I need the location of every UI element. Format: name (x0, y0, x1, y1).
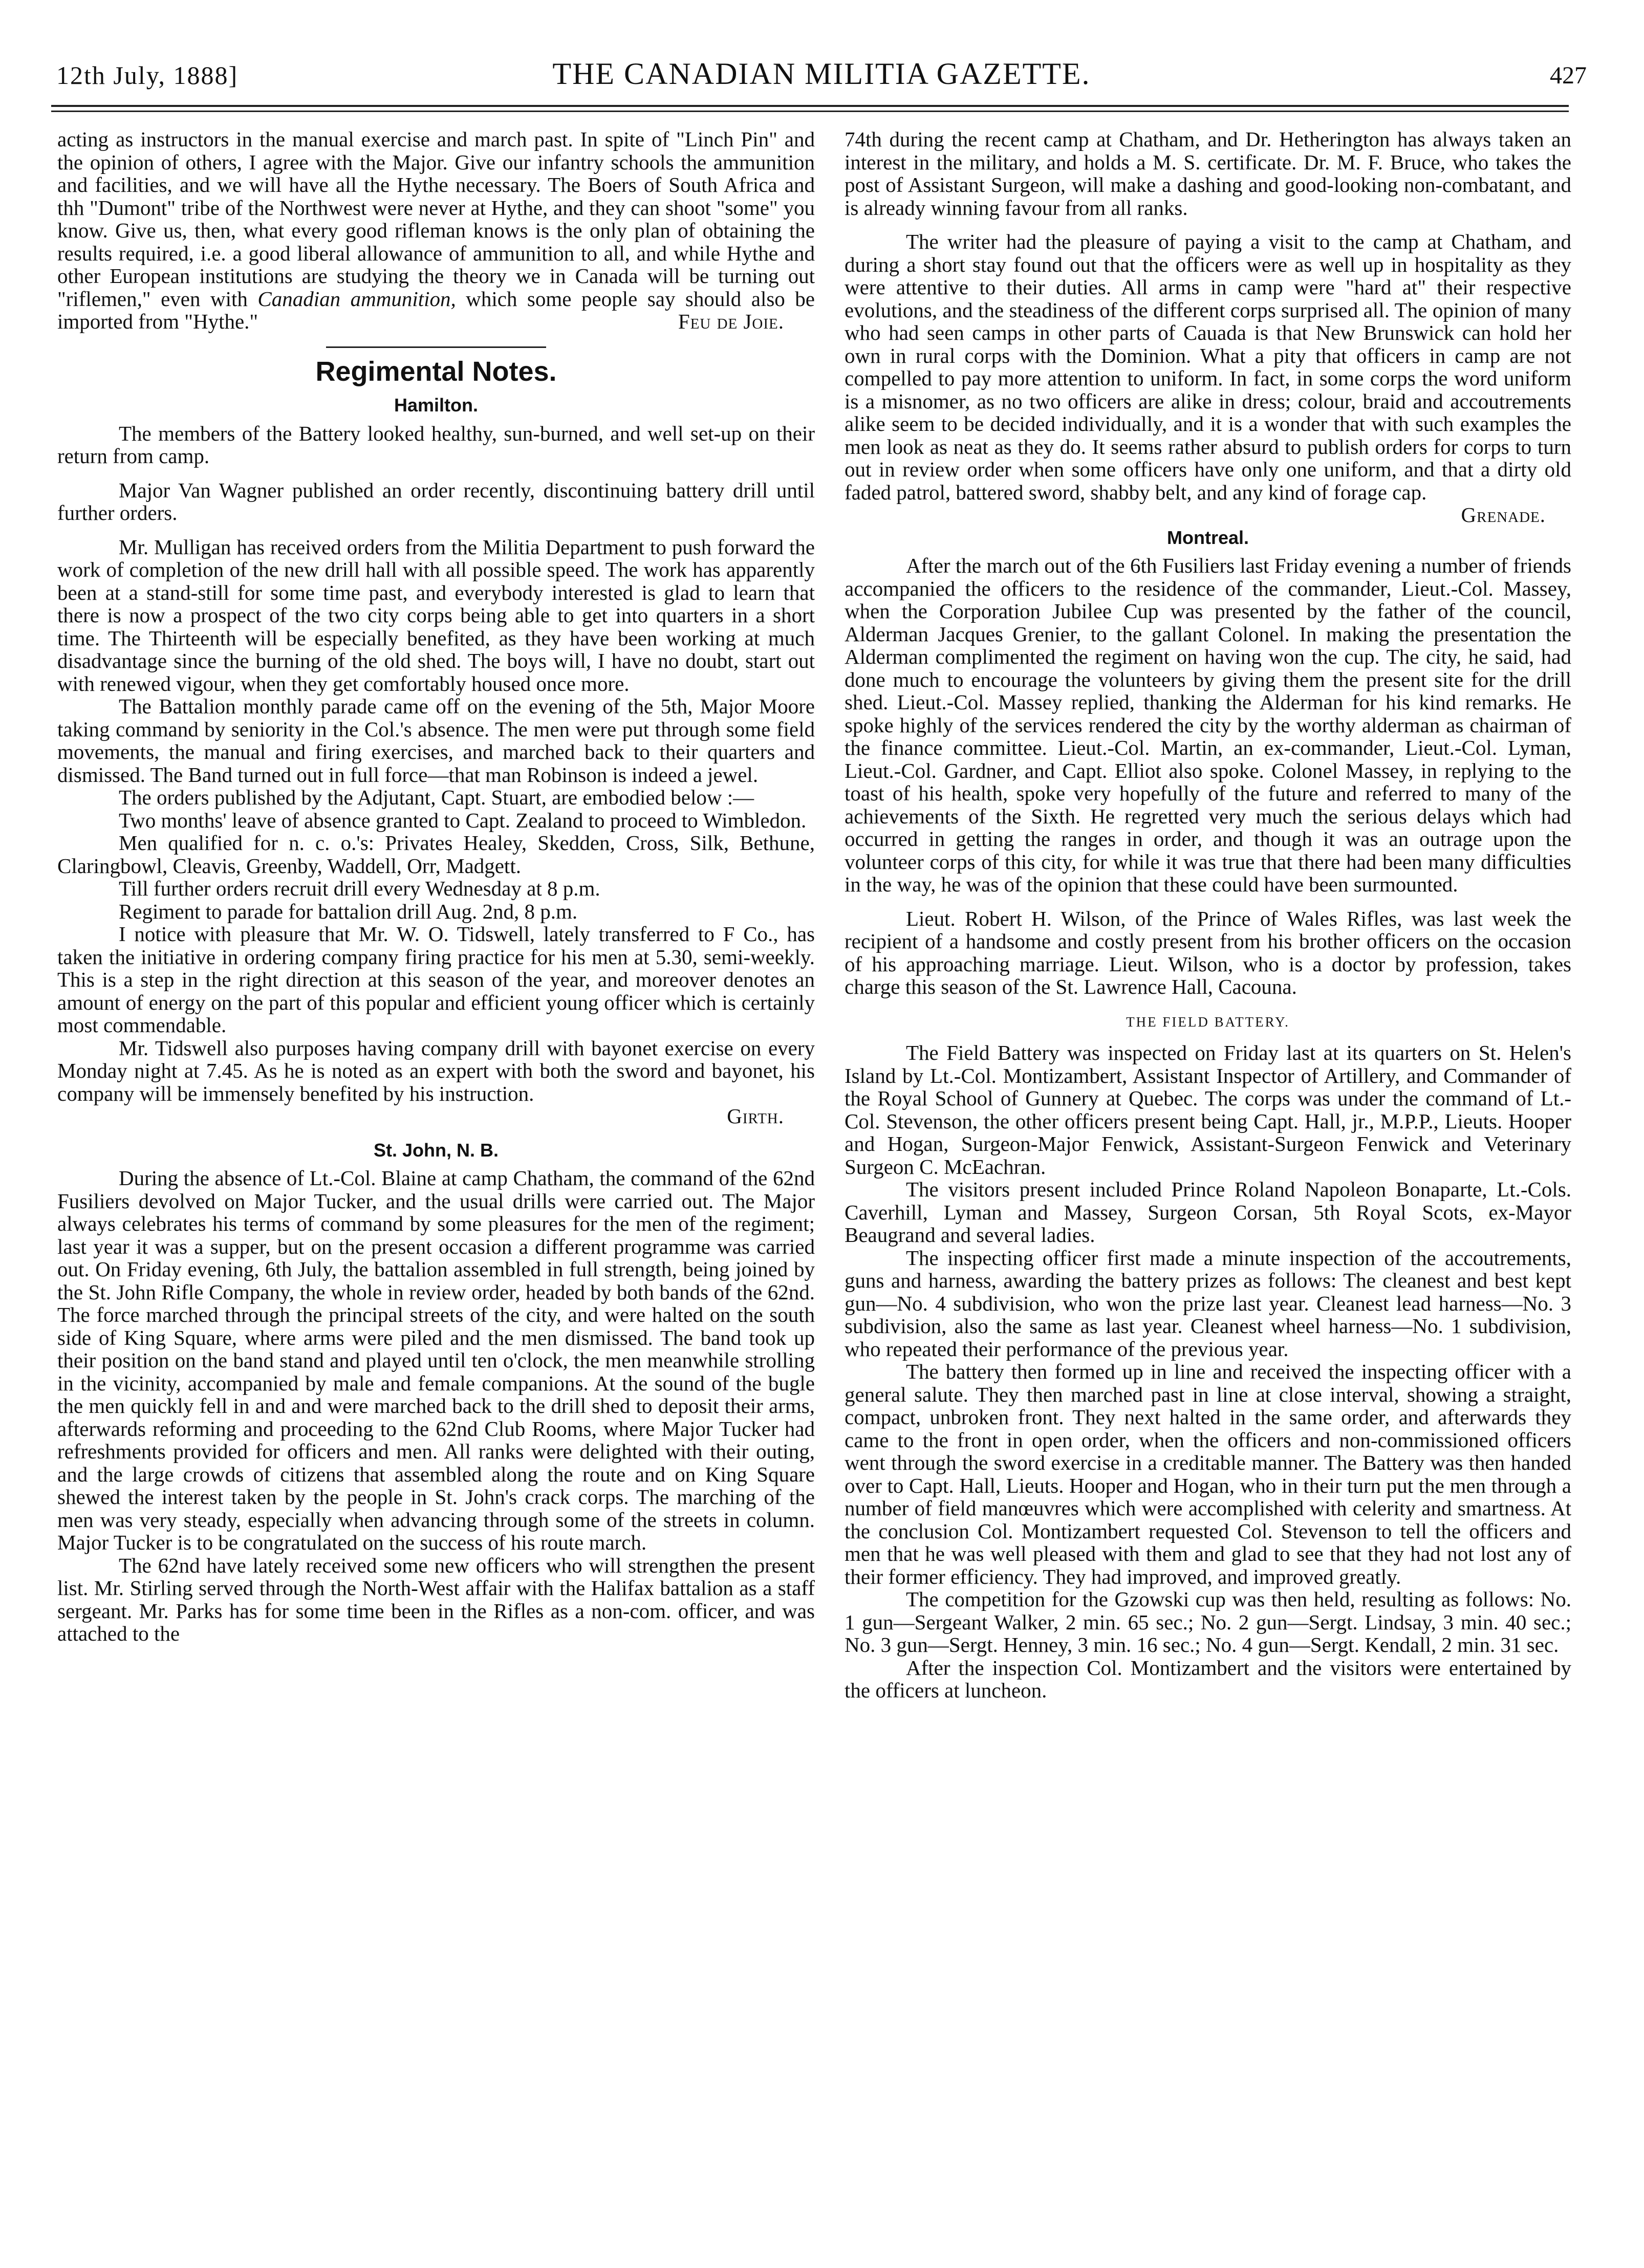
battery-paragraph-4: The battery then formed up in line and received the inspecting officer with a general salute. They then marched past in line at close interval, showing a straight, compact, unbroken front. They next halted in the same order, and afterwards they came to the front in open order, when the officers and non-commissioned officers went through the sword exercise in a creditable manner. The Battery was then handed over to Capt. Hall, Lieuts. Hooper and Hogan, who in their turn put the men through a number of field manœuvres which were accomplished with celerity and smartness. At the conclusion Col. Montizambert requested Col. Stevenson to tell the officers and men that he was well pleased with them and glad to see that they had not lost any of their former efficiency. They had improved, and improved greatly. (845, 1360, 1571, 1588)
battery-paragraph-1: The Field Battery was inspected on Friday last at its quarters on St. Helen's Island by Lt.-Col. Montizambert, Assistant Inspector of Artillery, and Commander of the Royal School of Gunnery at Quebec. The corps was under the command of Lt.-Col. Stevenson, the other officers present being Capt. Hall, jr., M.P.P., Lieuts. Hooper and Hogan, Surgeon-Major Fenwick, Assistant-Surgeon Fenwick and Veterinary Surgeon C. McEachran. (845, 1041, 1571, 1179)
hamilton-paragraph-5: The orders published by the Adjutant, Capt. Stuart, are embodied below :— (119, 786, 754, 809)
intro-italic: Canadian ammunition, (257, 287, 456, 311)
battery-paragraph-2: The visitors present included Prince Roland Napoleon Bonaparte, Lt.-Cols. Caverhill, Lyman and Massey, Surgeon Corsan, 5th Royal Scots, ex-Mayor Beaugrand and several ladies. (845, 1177, 1571, 1247)
montreal-heading: Montreal. (1166, 527, 1249, 548)
hamilton-paragraph-3: Mr. Mulligan has received orders from the Militia Department to push forward the work of completion of the new drill hall with all possible speed. The work has apparently been at a stand-still for some time past, and everybody interested is glad to learn that there is now a prospect of the two city corps being able to get into quarters in a short time. The Thirteenth will be especially benefited, as they have been working at much disadvantage since the burning of the old shed. The boys will, I have no doubt, start out with renewed vigour, when they get comfortably housed once more. (57, 535, 815, 695)
montreal-paragraph-1: After the march out of the 6th Fusiliers last Friday evening a number of friends accompanied the officers to the residence of the commander, Lieut.-Col. Massey, when the Corporation Jubilee Cup was presented by the father of the council, Alderman Jacques Grenier, to the gallant Colonel. In making the presentation the Alderman complimented the regiment on having won the cup. The city, he said, had done much to encourage the volunteers by giving them the present site for the drill shed. Lieut.-Col. Massey replied, thanking the Alderman for his kind remarks. He spoke highly of the services rendered the city by the worthy alderman as chairman of the finance committee. Lieut.-Col. Martin, an ex-commander, Lieut.-Col. Lyman, Lieut.-Col. Gardner, and Capt. Elliot also spoke. Colonel Massey, in replying to the toast of his health, spoke very hopefully of the future and referred to many of the achievements of the Sixth. He regretted very much the serious delays which had occurred in getting the ranges in order, and though it was an outrage upon the volunteer corps of this city, for while it was true that there had been many difficulties in the way, he was of the opinion that these could have been surmounted. (845, 554, 1571, 896)
masthead-rule-thick (51, 105, 1569, 107)
stjohn-paragraph-2: The 62nd have lately received some new officers who will strengthen the present list. Mr. Stirling served through the North-West affair with the Halifax battalion as a staff sergeant. Mr. Parks has for some time been in the Rifles as a non-com. officer, and was attached to the (57, 1553, 815, 1645)
intro-tail: which some people say should also be imported from "Hythe." (57, 287, 815, 333)
chatham-signature: Grenade. (1461, 503, 1546, 527)
battery-paragraph-3: The inspecting officer first made a minute inspection of the accoutrements, guns and harness, awarding the battery prizes as follows: The cleanest and best kept gun—No. 4 subdivision, who won the prize last year. Cleanest lead harness—No. 3 subdivision, also the same as last year. Cleanest wheel harness—No. 1 subdivision, who repeated their performance of the previous year. (845, 1246, 1571, 1361)
masthead (56, 56, 1587, 92)
hamilton-heading: Hamilton. (394, 395, 478, 416)
gazette-title: THE CANADIAN MILITIA GAZETTE. (552, 57, 1091, 91)
chatham-paragraph: The writer had the pleasure of paying a visit to the camp at Chatham, and during a short stay found out that the officers were as well up in hospitality as they were attentive to their duties. All arms in camp were "hard at" their respective evolutions, and the steadiness of the different corps surprised all. The opinion of many who had seen camps in other parts of Cauada is that New Brunswick can hold her own in rural corps with the Dominion. What a pity that officers in camp are not compelled to pay more attention to uniform. In fact, in some corps the word uniform is a misnomer, as no two officers are alike in dress; colour, braid and accoutrements alike seem to be decided individually, and it is a wonder that with such examples the men look as neat as they do. It seems rather absurd to publish orders for corps to turn out in review order when some officers have only one uniform, and that a dirty old faded patrol, battered sword, shabby belt, and any kind of forage cap. (845, 230, 1571, 504)
hamilton-paragraph-4: The Battalion monthly parade came off on the evening of the 5th, Major Moore taking command by seniority in the Col.'s absence. The men were put through some field movements, the manual and firing exercises, and marched back to their quarters and dismissed. The Band turned out in full force—that man Robinson is indeed a jewel. (57, 694, 815, 787)
left-column (57, 128, 815, 1645)
hamilton-paragraph-1: The members of the Battery looked healthy, sun-burned, and well set-up on their return from camp. (57, 421, 815, 468)
intro-signature: Feu de Joie. (678, 310, 784, 333)
battery-paragraph-6: After the inspection Col. Montizambert and the visitors were entertained by the officers at luncheon. (845, 1655, 1571, 1702)
section-divider (326, 346, 546, 348)
continuation-paragraph: 74th during the recent camp at Chatham, and Dr. Hetherington has always taken an interest in the military, and holds a M. S. certificate. Dr. M. F. Bruce, who takes the post of Assistant Surgeon, will make a dashing and good-looking non-combatant, and is already winning favour from all ranks. (845, 127, 1571, 220)
order-item-1: Two months' leave of absence granted to Capt. Zealand to proceed to Wimbledon. (119, 808, 807, 832)
intro-paragraph (57, 128, 815, 333)
hamilton-paragraph-2: Major Van Wagner published an order recently, discontinuing battery drill until further orders. (57, 478, 815, 525)
stjohn-paragraph-1: During the absence of Lt.-Col. Blaine at camp Chatham, the command of the 62nd Fusiliers devolved on Major Tucker, and the usual drills were carried out. The Major always celebrates his terms of command by some pleasures for the men of the regiment; last year it was a supper, but on the present occasion a different programme was carried out. On Friday evening, 6th July, the battalion assembled in full strength, being joined by the St. John Rifle Company, the whole in review order, headed by both bands of the 62nd. The force marched through the principal streets of the city, and were halted on the south side of King Square, where arms were piled and the men dismissed. The band took up their position on the band stand and played until ten o'clock, the men meanwhile strolling in the vicinity, accompanied by male and female companions. At the sound of the bugle the men quickly fell in and and were marched back to the drill shed to deposit their arms, afterwards reforming and proceeding to the 62nd Club Rooms, where Major Tucker had refreshments provided for officers and men. All ranks were delighted with their outing, and the large crowds of citizens that assembled along the route and on King Square shewed the interest taken by the people in St. John's crack corps. The marching of the men was very steady, especially when advancing through some of the streets in column. Major Tucker is to be congratulated on the success of his route march. (57, 1166, 815, 1554)
issue-date: 12th July, 1888] (56, 61, 239, 90)
masthead-rule-thin (51, 111, 1569, 112)
hamilton-signature: Girth. (727, 1104, 784, 1128)
hamilton-closing-2: Mr. Tidswell also purposes having company drill with bayonet exercise on every Monday night at 7.45. As he is noted as an expert with both the sword and bayonet, his company will be immensely benefited by his instruction. (57, 1036, 815, 1105)
montreal-paragraph-2: Lieut. Robert H. Wilson, of the Prince of Wales Rifles, was last week the recipient of a handsome and costly present from his brother officers on the occasion of his approaching marriage. Lieut. Wilson, who is a doctor by profession, takes charge this season of the St. Lawrence Hall, Cacouna. (845, 906, 1571, 998)
hamilton-closing-1: I notice with pleasure that Mr. W. O. Tidswell, lately transferred to F Co., has taken the initiative in ordering company firing practice for his men at 5.30, semi-weekly. This is a step in the right direction at this season of the year, and moreover denotes an amount of energy on the part of this popular and efficient young officer which is certainly most commendable. (57, 922, 815, 1037)
battery-paragraph-5: The competition for the Gzowski cup was then held, resulting as follows: No. 1 gun—Sergeant Walker, 2 min. 65 sec.; No. 2 gun—Sergt. Lindsay, 3 min. 40 sec.; No. 3 gun—Sergt. Henney, 3 min. 16 sec.; No. 4 gun—Sergt. Kendall, 2 min. 31 sec. (845, 1587, 1571, 1656)
order-item-3: Till further orders recruit drill every Wednesday at 8 p.m. (119, 877, 600, 900)
right-column (845, 128, 1571, 1702)
stjohn-heading: St. John, N. B. (373, 1139, 499, 1161)
page-number: 427 (1550, 62, 1587, 89)
order-item-4: Regiment to parade for battalion drill Aug. 2nd, 8 p.m. (119, 899, 578, 923)
field-battery-heading: THE FIELD BATTERY. (1126, 1014, 1290, 1030)
order-item-2: Men qualified for n. c. o.'s: Privates Healey, Skedden, Cross, Silk, Bethune, Claringbowl, Cleavis, Greenby, Waddell, Orr, Madgett. (57, 831, 815, 878)
section-title: Regimental Notes. (315, 356, 557, 387)
intro-text: acting as instructors in the manual exercise and march past. In spite of "Linch Pin" and the opinion of others, I agree with the Major. Give our infantry schools the ammunition and facilities, and we will have all the Hythe necessary. The Boers of South Africa and thh "Dumont" tribe of the Northwest were never at Hythe, and they can shoot "some" you know. Give us, then, what every good rifleman knows is the only plan of obtaining the results required, i.e. a good liberal allowance of ammunition to all, and while Hythe and other European institutions are studying the theory we in Canada will be turning out "riflemen," even with (57, 127, 815, 311)
